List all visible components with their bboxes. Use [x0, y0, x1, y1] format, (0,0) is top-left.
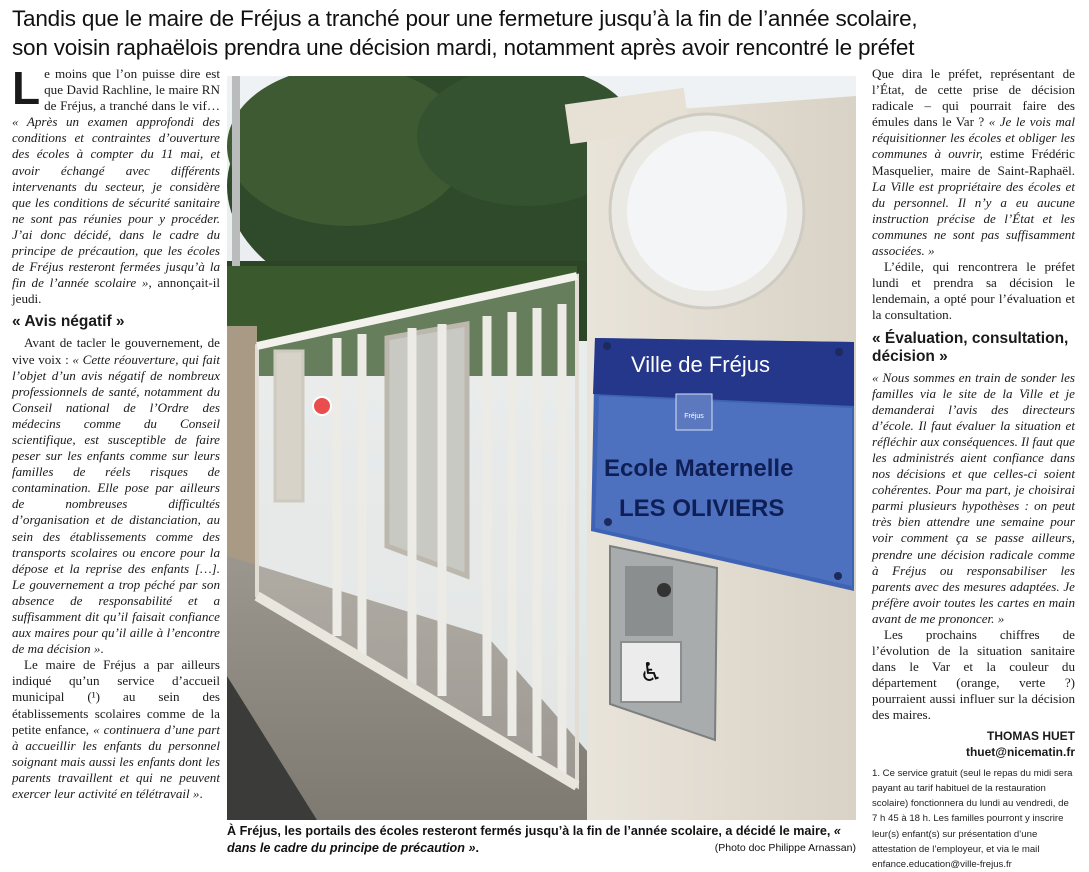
paragraph-6: « Nous sommes en train de sonder les familles via le site de la Ville et je demanderai l’avis des directeurs d’école. Il faut évaluer la situation et réfléchir aux conséquences. Il faut que les administrés aient confiance dans nos décisions et que celles-ci soient cohérentes. Pour ma part, je choisirai parmi plusieurs hypothèses : on peut très bien attendre une semaine pour voir comment ça se passe ailleurs, prendre une décision radicale comme à Fréjus ou responsabiliser les parents avec des mesures adaptées. Je préfère avoir toutes les cartes en main avant de me prononcer. » — [872, 369, 1075, 626]
photo-credit: (Photo doc Philippe Arnassan) — [714, 842, 856, 854]
photo-caption: À Fréjus, les portails des écoles resteront fermés jusqu’à la fin de l’année scolaire, a décidé le maire, « dans le cadre du principe de précaution ». (Photo doc Philippe Arnassan) — [227, 824, 856, 855]
sign-line-2: LES OLIVIERS — [619, 495, 785, 522]
subhead-avis-negatif: « Avis négatif » — [12, 313, 125, 331]
subhead-evaluation: « Évaluation, consultation, décision » — [872, 329, 1069, 365]
right-column — [872, 66, 1075, 872]
dropcap: L — [12, 62, 41, 114]
paragraph-7: Les prochains chiffres de l’évolution de la situation sanitaire dans le Var et la couleur du département (orange, verte ?) pourraient aussi influer sur la décision des maires. — [872, 627, 1075, 723]
headline-line-1: Tandis que le maire de Fréjus a tranché pour une fermeture jusqu’à la fin de l’année scolaire, — [12, 6, 918, 31]
school-gate-photo — [227, 76, 856, 820]
footnote: 1. Ce service gratuit (seul le repas du midi sera payant au tarif habituel de la restauration scolaire) fonctionnera du lundi au vendredi, de 7 h 45 à 18 h. Les familles pourront y inscrire leur(s) enfant(s) sur présentation d’une attestation de l’employeur, et via le mail enfance.education@ville-frejus.fr — [872, 767, 1073, 870]
sign-line-1: Ecole Maternelle — [604, 455, 794, 482]
sign-town: Ville de Fréjus — [631, 352, 770, 377]
paragraph-1: Le moins que l’on puisse dire est que David Rachline, le maire RN de Fréjus, a tranché dans le vif… « Après un examen approfondi des conditions et contraintes d’ouverture des écoles à compter du 11 mai, et avoir échangé avec différents intervenants du secteur, je considère que les conditions de sécurité sanitaire ne sont pas réunies pour y procéder. J’ai donc décidé, dans le cadre du principe de précaution, que les écoles de Fréjus resteront fermées jusqu’à la fin de l’année scolaire », annonçait-il jeudi. — [12, 62, 220, 307]
author-email[interactable]: thuet@nicematin.fr — [965, 744, 1075, 759]
svg-text:♿: ♿ — [639, 658, 663, 688]
photo — [227, 76, 856, 820]
author-name: THOMAS HUET — [987, 728, 1075, 743]
paragraph-2: Avant de tacler le gouvernement, de vive voix : « Cette réouverture, qui fait l’objet d’un avis négatif de nombreux professionnels de santé, notamment du Conseil national de l’Ordre des médecins comme du Conseil scientifique, est susceptible de faire peser sur les enfants comme sur leurs familles de réels risques de contamination. Elle pose par ailleurs de nombreuses difficultés d’organisation et de distanciation, au sein des établissements comme des transports scolaires ou encore pour la dépose et la reprise des enfants […]. Le gouvernement a trop péché par son absence de responsabilité et a suffisamment dit qu’il faisait confiance aux maires pour qu’il aille à l’encontre de ma décision ». — [12, 335, 220, 657]
left-column — [12, 62, 220, 802]
paragraph-3: Le maire de Fréjus a par ailleurs indiqué qu’un service d’accueil municipal (¹) au sein des établissements scolaires comme de la petite enfance, « continuera d’une part à accueillir les enfants du personnel soignant mais aussi les enfants dont les parents travaillent et qui ne peuvent exercer leur activité en télétravail ». — [12, 657, 220, 802]
headline-line-2: son voisin raphaëlois prendra une décision mardi, notamment après avoir rencontré le préfet — [12, 35, 915, 60]
sign-logo: Fréjus — [684, 413, 704, 420]
paragraph-4: Que dira le préfet, représentant de l’État, de cette prise de décision radicale – qui pourrait faire des émules dans le Var ? « Je le vois mal réquisitionner les écoles et obliger les communes à ouvrir, estime Frédéric Masquelier, maire de Saint-Raphaël. La Ville est propriétaire des écoles et du personnel. Il n’y a eu aucune instruction précise de l’État et les communes ne sont pas suffisamment associées. » — [872, 66, 1075, 259]
headline — [12, 4, 1080, 62]
paragraph-5: L’édile, qui rencontrera le préfet lundi et prendra sa décision le lendemain, a opté pour l’évaluation et la consultation. — [872, 259, 1075, 323]
